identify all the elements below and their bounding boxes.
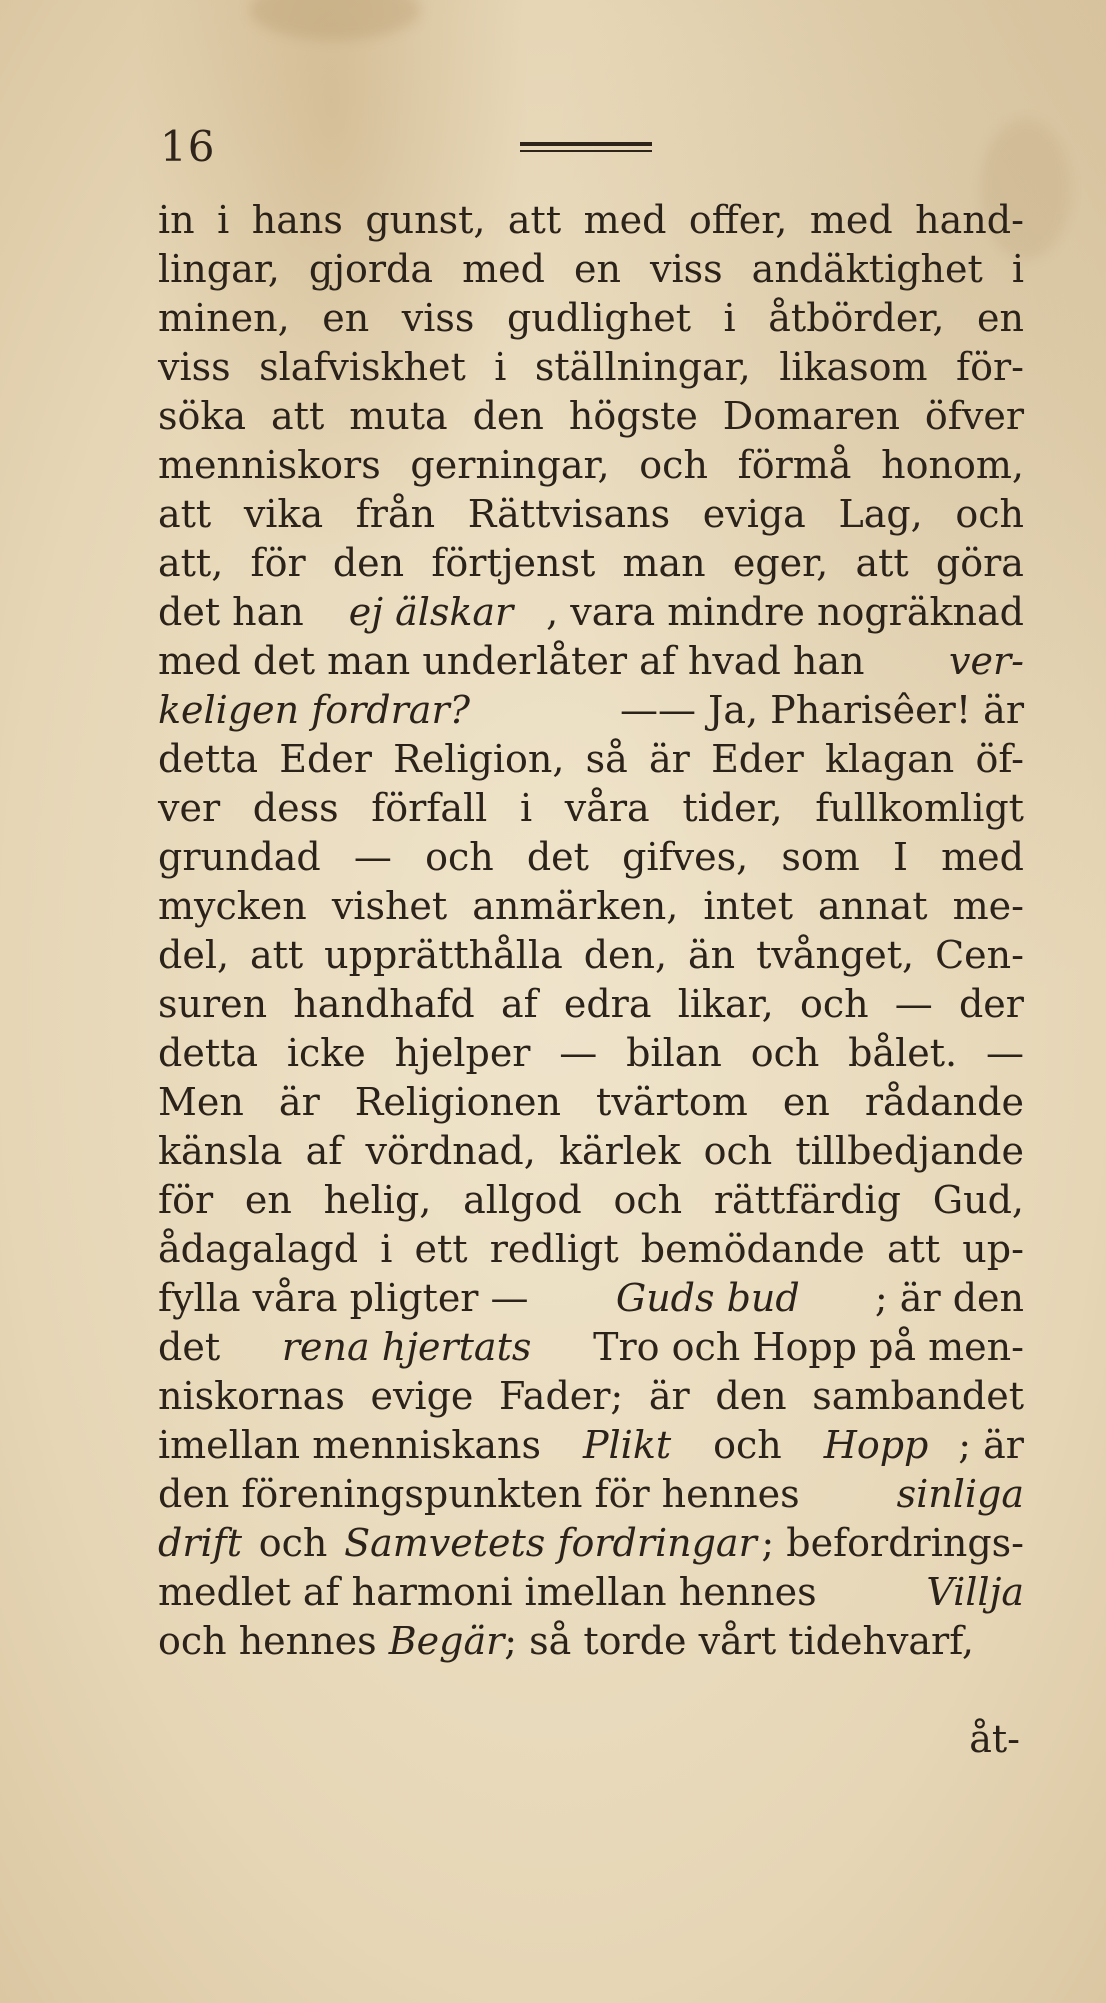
word: lingar,: [158, 247, 280, 291]
word: der: [958, 982, 1024, 1026]
word: och: [750, 1031, 820, 1075]
word: öfver: [924, 394, 1024, 438]
word: offer,: [688, 198, 788, 242]
text-segment: fylla våra pligter —: [158, 1276, 541, 1320]
word: vishet: [331, 884, 448, 928]
text-line: [158, 686, 1024, 735]
word: i: [1011, 247, 1024, 291]
word: annat: [818, 884, 928, 928]
word: en: [782, 1080, 830, 1124]
word: åtbörder,: [768, 296, 945, 340]
word: den: [715, 1374, 787, 1418]
text-line: [158, 1519, 1024, 1568]
paper-stain: [250, 0, 420, 40]
word: Eder: [279, 737, 372, 781]
italic-text: rena hjertats: [281, 1325, 532, 1369]
word: med: [941, 835, 1024, 879]
word: för: [250, 541, 306, 585]
word: med: [809, 198, 893, 242]
text-line: [158, 343, 1024, 392]
word: gifves,: [622, 835, 749, 879]
word: in: [158, 198, 195, 242]
word: och: [639, 443, 708, 487]
word: tvånget,: [756, 933, 915, 977]
word: kärlek: [558, 1129, 681, 1173]
word: vördnad,: [365, 1129, 536, 1173]
text-line: [158, 1029, 1024, 1078]
text-line: [158, 1372, 1024, 1421]
text-line: [158, 931, 1024, 980]
italic-text: Samvetets fordringar: [344, 1521, 757, 1565]
word: helig,: [323, 1178, 432, 1222]
word: för-: [956, 345, 1024, 389]
word: med: [583, 198, 667, 242]
word: del,: [158, 933, 230, 977]
italic-text: ej älskar: [348, 590, 514, 634]
text-line: [158, 735, 1024, 784]
word: af: [305, 1129, 343, 1173]
word: förmå: [737, 443, 852, 487]
word: allgod: [463, 1178, 582, 1222]
word: rådande: [864, 1080, 1024, 1124]
italic-text: Plikt: [582, 1423, 672, 1467]
word: i: [519, 786, 533, 830]
word: från: [355, 492, 436, 536]
word: en: [322, 296, 370, 340]
word: bålet.: [848, 1031, 958, 1075]
text-line: [158, 1274, 1024, 1323]
word: upprätthålla: [324, 933, 563, 977]
word: bemödande: [640, 1227, 865, 1271]
word: icke: [286, 1031, 366, 1075]
word: detta: [158, 737, 259, 781]
text-line: [158, 833, 1024, 882]
word: redligt: [489, 1227, 619, 1271]
word: klagan: [824, 737, 955, 781]
word: och: [425, 835, 494, 879]
word: handhafd: [293, 982, 475, 1026]
italic-text: Villja: [926, 1570, 1024, 1614]
word: förtjenst: [431, 541, 596, 585]
word: söka: [158, 394, 247, 438]
word: högste: [568, 394, 698, 438]
word: att: [271, 394, 325, 438]
word: af: [500, 982, 538, 1026]
word: tillbedjande: [795, 1129, 1024, 1173]
word: våra: [564, 786, 650, 830]
text-segment: den föreningspunkten för hennes: [158, 1472, 812, 1516]
word: så: [585, 737, 628, 781]
word: niskornas: [158, 1374, 345, 1418]
word: att: [886, 1227, 941, 1271]
text-line: [158, 637, 1024, 686]
text-line: [158, 1568, 1024, 1617]
word: I: [892, 835, 908, 879]
word: det: [526, 835, 589, 879]
word: gjorda: [308, 247, 434, 291]
word: anmärken,: [472, 884, 679, 928]
word: edra: [563, 982, 652, 1026]
word: är: [278, 1080, 320, 1124]
word: göra: [935, 541, 1024, 585]
word: muta: [349, 394, 448, 438]
text-segment: och hennes: [158, 1619, 389, 1663]
text-segment: —— Ja, Pharisêer! är: [607, 688, 1024, 732]
text-line: [158, 1323, 1024, 1372]
word: för: [158, 1178, 214, 1222]
word: sambandet: [812, 1374, 1024, 1418]
word: att,: [158, 541, 224, 585]
word: hjelper: [394, 1031, 531, 1075]
word: Religionen: [354, 1080, 561, 1124]
word: Domaren: [722, 394, 900, 438]
word: en: [977, 296, 1024, 340]
word: öf-: [975, 737, 1024, 781]
text-segment: ; befordrings-: [761, 1521, 1024, 1565]
text-line: [158, 1617, 1024, 1666]
text-segment: ; är den: [874, 1276, 1024, 1320]
page-number: 16: [160, 122, 216, 171]
text-line: [158, 490, 1024, 539]
word: Cen-: [935, 933, 1024, 977]
word: up-: [962, 1227, 1024, 1271]
text-segment: det: [158, 1325, 233, 1369]
word: eger,: [732, 541, 829, 585]
catchword: åt-: [969, 1717, 1020, 1761]
word: —: [353, 835, 392, 879]
word: Eder: [711, 737, 804, 781]
word: mycken: [158, 884, 307, 928]
text-segment: imellan menniskans: [158, 1423, 554, 1467]
word: man: [622, 541, 706, 585]
word: —: [985, 1031, 1024, 1075]
word: bilan: [626, 1031, 722, 1075]
word: Men: [158, 1080, 244, 1124]
word: känsla: [158, 1129, 283, 1173]
word: viss: [158, 345, 231, 389]
word: förfall: [371, 786, 488, 830]
text-segment: medlet af harmoni imellan hennes: [158, 1570, 829, 1614]
text-line: [158, 1421, 1024, 1470]
word: —: [559, 1031, 598, 1075]
word: i: [380, 1227, 393, 1271]
word: är: [648, 1374, 690, 1418]
word: honom,: [881, 443, 1024, 487]
word: den: [472, 394, 544, 438]
text-segment: och: [701, 1423, 794, 1467]
italic-text: Begär: [388, 1619, 505, 1663]
word: tvärtom: [596, 1080, 748, 1124]
text-line: [158, 196, 1024, 245]
text-segment: det han: [158, 590, 316, 634]
text-line: [158, 1176, 1024, 1225]
text-line: [158, 784, 1024, 833]
word: gudlighet: [506, 296, 691, 340]
word: hand-: [915, 198, 1024, 242]
italic-text: keligen fordrar?: [158, 688, 470, 732]
word: Religion,: [393, 737, 565, 781]
word: dess: [252, 786, 339, 830]
word: viss: [401, 296, 475, 340]
header-rule: [520, 142, 652, 152]
word: att: [250, 933, 304, 977]
word: och: [799, 982, 869, 1026]
word: grundad: [158, 835, 321, 879]
text-line: [158, 588, 1024, 637]
word: att: [855, 541, 909, 585]
text-line: [158, 245, 1024, 294]
text-line: [158, 882, 1024, 931]
word: menniskors: [158, 443, 381, 487]
word: att: [507, 198, 562, 242]
word: och: [613, 1178, 683, 1222]
text-line: [158, 1127, 1024, 1176]
word: en: [573, 247, 621, 291]
text-line: [158, 441, 1024, 490]
text-line: [158, 1078, 1024, 1127]
text-line: [158, 980, 1024, 1029]
word: Rättvisans: [467, 492, 671, 536]
text-line: [158, 294, 1024, 343]
word: än: [688, 933, 736, 977]
word: viss: [650, 247, 723, 291]
word: likasom: [779, 345, 928, 389]
word: gerningar,: [410, 443, 610, 487]
word: med: [462, 247, 545, 291]
word: —: [894, 982, 933, 1026]
italic-text: sinliga: [896, 1472, 1024, 1516]
italic-text: drift: [158, 1521, 242, 1565]
word: den: [332, 541, 405, 585]
word: gunst,: [365, 198, 486, 242]
word: slafviskhet: [259, 345, 466, 389]
word: tider,: [682, 786, 783, 830]
text-segment: med det man underlåter af hvad han: [158, 639, 877, 683]
italic-text: ver-: [949, 639, 1024, 683]
word: likar,: [677, 982, 774, 1026]
text-segment: Tro och Hopp på men-: [581, 1325, 1024, 1369]
word: hans: [251, 198, 343, 242]
word: evige: [370, 1374, 474, 1418]
text-line: [158, 539, 1024, 588]
word: fullkomligt: [815, 786, 1024, 830]
text-segment: och: [246, 1521, 340, 1565]
word: och: [955, 492, 1024, 536]
text-line: [158, 1225, 1024, 1274]
word: att: [158, 492, 212, 536]
text-segment: ; så torde vårt tidehvarf,: [504, 1619, 975, 1663]
word: i: [494, 345, 507, 389]
word: en: [244, 1178, 292, 1222]
word: vika: [243, 492, 324, 536]
word: detta: [158, 1031, 259, 1075]
word: andäktighet: [751, 247, 983, 291]
word: eviga: [702, 492, 806, 536]
italic-text: Hopp: [823, 1423, 929, 1467]
word: Lag,: [838, 492, 923, 536]
body-text: [158, 196, 1024, 1666]
word: intet: [703, 884, 793, 928]
text-line: [158, 392, 1024, 441]
word: ställningar,: [534, 345, 751, 389]
word: är: [649, 737, 690, 781]
word: som: [781, 835, 860, 879]
text-line: [158, 1470, 1024, 1519]
word: ådagalagd: [158, 1227, 359, 1271]
text-segment: , vara mindre nogräknad: [546, 590, 1024, 634]
word: i: [723, 296, 736, 340]
word: suren: [158, 982, 268, 1026]
word: rättfärdig: [713, 1178, 901, 1222]
italic-text: Guds bud: [615, 1276, 800, 1320]
word: i: [217, 198, 230, 242]
word: Fader;: [499, 1374, 624, 1418]
word: minen,: [158, 296, 290, 340]
word: ett: [414, 1227, 468, 1271]
word: ver: [158, 786, 221, 830]
text-segment: ; är: [958, 1423, 1024, 1467]
word: Gud,: [932, 1178, 1024, 1222]
word: me-: [952, 884, 1024, 928]
word: den,: [583, 933, 668, 977]
word: och: [703, 1129, 773, 1173]
